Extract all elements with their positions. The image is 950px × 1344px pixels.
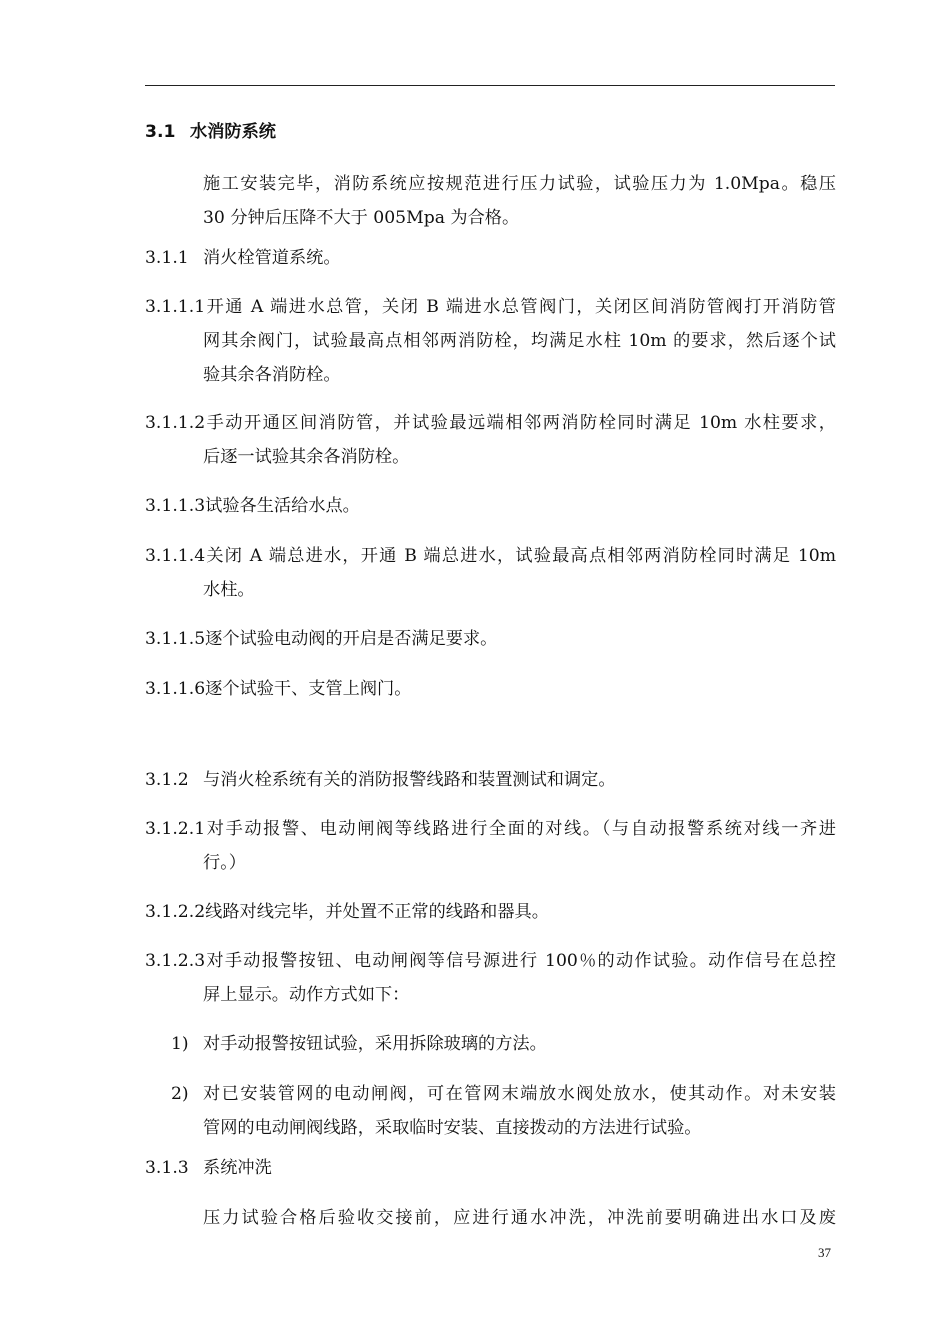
item-number: 3.1.1.6: [145, 679, 206, 699]
page-number: 37: [818, 1245, 831, 1260]
subsection-3-1-3: [145, 1151, 836, 1185]
item-line-3: 验其余各消防栓。: [203, 365, 341, 385]
intro-line-2: 30 分钟后压降不大于 005Mpa 为合格。: [203, 208, 520, 228]
subsection-title: 系统冲洗: [203, 1158, 272, 1178]
item-3-1-1-4: [145, 539, 836, 607]
subsection-number: 3.1.1: [145, 248, 189, 268]
item-3-1-1-1: [145, 290, 836, 392]
subsection-3-1-1: [145, 241, 836, 275]
item-number: 3.1.2.1: [145, 819, 206, 839]
item-number: 3.1.2.3: [145, 951, 206, 971]
item-number: 3.1.1.2: [145, 413, 206, 433]
section-heading: [145, 115, 276, 149]
item-3-1-2-3: [145, 944, 836, 1012]
item-line-1: 对手动报警、电动闸阀等线路进行全面的对线。（与自动报警系统对线一齐进: [205, 819, 836, 839]
item-3-1-2-2: [145, 895, 836, 929]
list-item-1: [145, 1027, 836, 1061]
item-line-1: 对手动报警按钮、电动闸阀等信号源进行 100％的动作试验。动作信号在总控: [205, 951, 836, 971]
item-line-2: 行。）: [203, 853, 246, 873]
item-3-1-2-1: [145, 812, 836, 880]
item-number: 3.1.1.4: [145, 546, 206, 566]
item-line-1: 关闭 A 端总进水，开通 B 端总进水，试验最高点相邻两消防栓同时满足 10m: [205, 546, 836, 566]
item-text: 试验各生活给水点。: [205, 496, 360, 516]
item-3-1-1-3: [145, 489, 836, 523]
item-line-2: 水柱。: [203, 580, 255, 600]
item-text: 逐个试验电动阀的开启是否满足要求。: [205, 629, 498, 649]
item-text: 逐个试验干、支管上阀门。: [205, 679, 412, 699]
list-item-line-1: 对手动报警按钮试验，采用拆除玻璃的方法。: [203, 1034, 547, 1054]
item-line-2: 后逐一试验其余各消防栓。: [203, 447, 410, 467]
subsection-title: 消火栓管道系统。: [203, 248, 341, 268]
item-line-1: 手动开通区间消防管，并试验最远端相邻两消防栓同时满足 10m 水柱要求，: [205, 413, 836, 433]
section-number: 3.1: [145, 122, 176, 142]
subsection-3-1-2: [145, 763, 836, 797]
list-marker-1: 1): [171, 1034, 189, 1054]
item-number: 3.1.2.2: [145, 902, 206, 922]
header-rule: [145, 85, 835, 86]
intro-line-1: 施工安装完毕，消防系统应按规范进行压力试验，试验压力为 1.0Mpa。稳压: [203, 174, 836, 194]
item-number: 3.1.1.1: [145, 297, 206, 317]
flush-paragraph: [145, 1201, 836, 1235]
list-item-line-2: 管网的电动闸阀线路，采取临时安装、直接拨动的方法进行试验。: [203, 1118, 702, 1138]
list-item-2: [145, 1077, 836, 1145]
item-line-2: 屏上显示。动作方式如下：: [203, 985, 410, 1005]
flush-line-1: 压力试验合格后验收交接前，应进行通水冲洗，冲洗前要明确进出水口及废: [203, 1208, 836, 1228]
subsection-number: 3.1.2: [145, 770, 189, 790]
subsection-number: 3.1.3: [145, 1158, 189, 1178]
item-3-1-1-2: [145, 406, 836, 474]
section-title: 水消防系统: [190, 122, 276, 142]
intro-paragraph: [145, 167, 836, 235]
item-3-1-1-6: [145, 672, 836, 706]
subsection-title: 与消火栓系统有关的消防报警线路和装置测试和调定。: [203, 770, 616, 790]
item-number: 3.1.1.3: [145, 496, 206, 516]
item-number: 3.1.1.5: [145, 629, 206, 649]
item-line-1: 开通 A 端进水总管，关闭 B 端进水总管阀门，关闭区间消防管阀打开消防管: [205, 297, 836, 317]
list-item-line-1: 对已安装管网的电动闸阀，可在管网末端放水阀处放水，使其动作。对未安装: [203, 1084, 836, 1104]
item-3-1-1-5: [145, 622, 836, 656]
item-line-2: 网其余阀门，试验最高点相邻两消防栓，均满足水柱 10m 的要求，然后逐个试: [203, 331, 836, 351]
item-text: 线路对线完毕，并处置不正常的线路和器具。: [205, 902, 549, 922]
list-marker-2: 2): [171, 1084, 189, 1104]
